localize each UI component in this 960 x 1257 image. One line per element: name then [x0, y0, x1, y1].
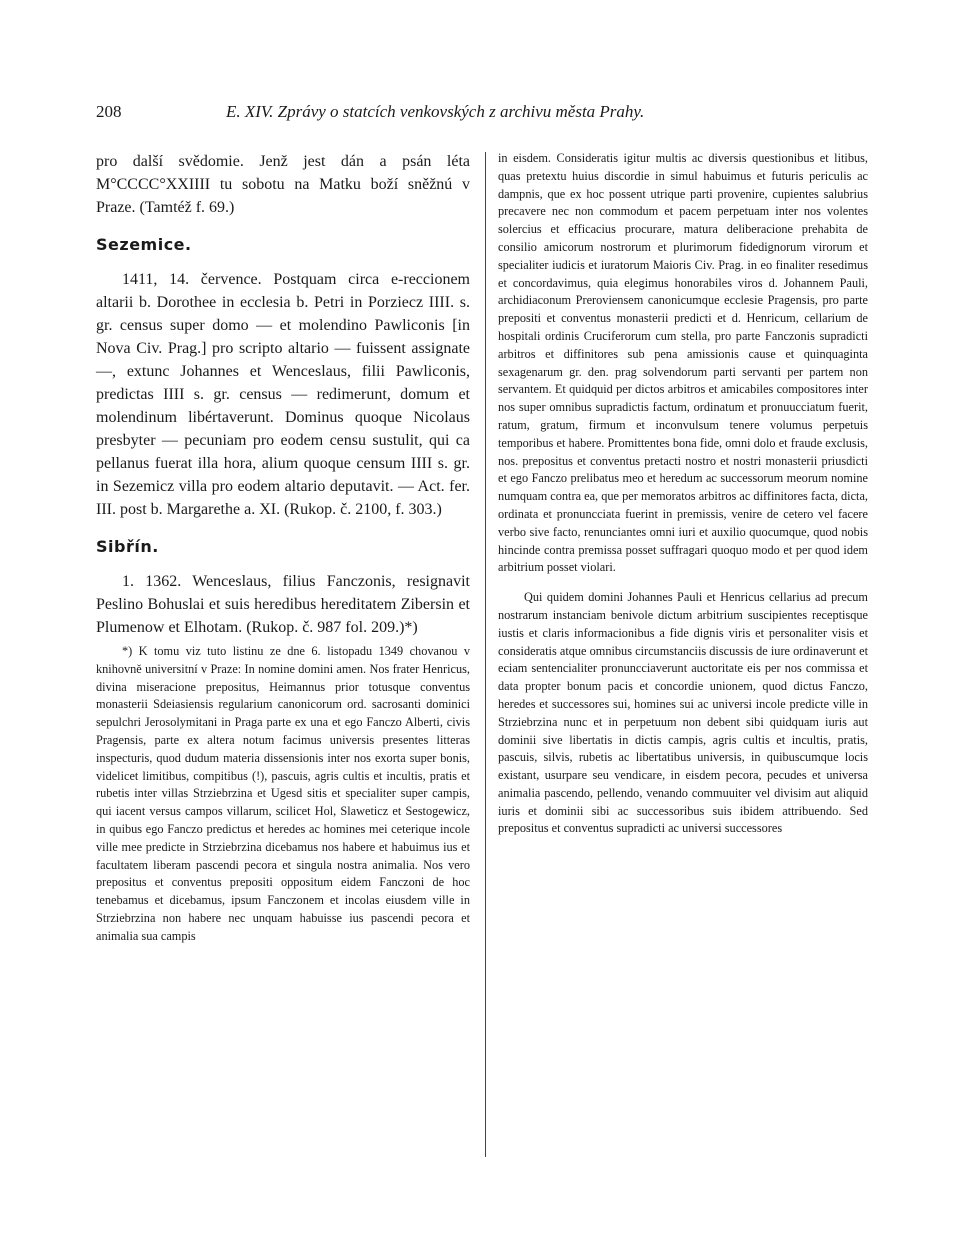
section-heading-sezemice: Sezemice.: [96, 235, 192, 254]
section-heading-sibrin: Sibřín.: [96, 537, 159, 556]
page-header: [96, 102, 866, 132]
paragraph-sibrin: 1. 1362. Wenceslaus, filius Fanczonis, resignavit Peslino Bohuslai et suis heredibus hereditatem Zibersin et Plumenow et Elhotam. (Rukop. č. 987 fol. 209.)*): [96, 573, 470, 636]
paragraph-arbitration: Qui quidem domini Johannes Pauli et Henricus cellarius ad precum nostrarum instanciam benivole dictum arbitrium suscipientes receptisque iustis et claris informacionibus a fide dignis viris et personaliter visis et consideratis atque omnibus circumstanciis discussis de iure ordinaverunt et eciam sentencialiter pronuncciaverunt auctoritate eis per nos commissa et data propter bonum pacis et concordie unionem, quod dictus Fanczo, heredes et successores sui, homines sui ac universi incole predicte ville in Strziebrzina nunc et in perpetuum non debent sibi quidquam iuris aut dominii sive libertatis in dictis campis, agris cultis et incultis, pratis, pascuis, silvis, rubetis ac libertatibus universis, in quibuscumque locis existant, usurpare seu vendicare, in eisdem pecora, pecudes et universa animalia pascendo, pellendo, venando commuuiter vel divisim aut aliquid iuris et dominii sibi ac successoribus suis ibidem attribuendo. Sed prepositus et conventus supradicti ac universi successores: [498, 590, 868, 836]
footnote: *) K tomu viz tuto listinu ze dne 6. listopadu 1349 chovanou v knihovně universitní v Praze: In nomine domini amen. Nos frater Henricus, divina miseracione prepositus, Heimannus prior totusque conventus monasterii Sdeiasiensis regularium canonicorum ord. sacrosanti dominici sepulchri Jerosolymitani in Praga parte ex una et ego Fanczo Alberti, civis Pragensis, parte ex altera notum facimus universis presentes litteras inspecturis, quod dudum materia dissensionis inter nos exorta super bonis, videlicet limitibus, compitibus (!), pascuis, agris cultis et incultis, pratis et rubetis inter villas Strziebrzina et Ugesd sitis et specialiter super campis, qui iacent versus campos villarum, scilicet Hol, Slaweticz et Sestogewicz, in quibus ego Fanczo predictus et heredes ac homines mei ceterique incole ville mee predicte in Strziebrzina dicebamus nos habere et habuimus ius et facultatem liberam pascendi pecora et singula nostra animalia. Nos vero prepositus et conventus prepositi oppositum eidem Fanczoni de hoc tenebamus et dicebamus, ipsum Fanczonem et incolas eiusdem ville in Strziebrzina non habere nec unquam habuisse ius pascendi pecora et animalia sua campis: [96, 644, 470, 943]
paragraph-intro: pro další svědomie. Jenž jest dán a psán léta M°CCCC°XXIIII tu sobotu na Matku boží sněžnú v Praze. (Tamtéž f. 69.): [96, 153, 470, 216]
paragraph-sezemice: 1411, 14. července. Postquam circa e-reccionem altarii b. Dorothee in ecclesia b. Petri in Porziecz IIII. s. gr. census super domo — et molendino Pawliconis [in Nova Civ. Prag.] pro scripto altario — fuissent assignate —, extunc Johannes et Wenceslaus, filii Pawliconis, predictas IIII s. gr. census — redimerunt, domum et molendinum libértaverunt. Dominus quoque Nicolaus presbyter — pecuniam pro eodem censu sustulit, qui ca pellanus fuerat illa hora, alium quoque censum IIII s. gr. in Sezemicz villa pro eodem altario deputavit. — Act. fer. III. post b. Margarethe a. XI. (Rukop. č. 2100, f. 303.): [96, 271, 470, 518]
paragraph-continuation: in eisdem. Consideratis igitur multis ac diversis questionibus et litibus, quas pretextu huius discordie in simul habuimus et futuris periculis ac dampnis, que ex hoc possent utrique parti provenire, cupientes salubrius precavere nec non commodum et pacem perpetuam inter nos volentes solercius et efficacius procurare, matura deliberacione prehabita de consilio amicorum nostrorum et plurimorum fidedignorum virorum et specialiter iudicis et iuratorum Maioris Civ. Prag. in eo finaliter resedimus et concordavimus, quia elegimus honorabiles viros d. Johannem Pauli, archidiaconum Preroviensem canonicumque ecclesie Pragensis, pro parte prepositi et conventus monasterii predicti et d. Henricum, cellarium de hospitali ordinis Cruciferorum cum stella, pro parte Fanczonis supradicti arbitros et diffinitores sub pena amissionis cause et quinquaginta sexagenarum gr. den. prag solvendorum parti servanti per partem non servantem. Et quidquid per dictos arbitros et amicabiles compositores inter nos super omnibus supradictis factum, ordinatum et pronuucciatum fuerit, ratum, gratum, firmum et inconvulsum tenere volumus perpetuis temporibus et habere. Promittentes bona fide, omni dolo et fraude exclusis, nos. prepositus et conventus pretacti nostro et nostri monasterii priusdicti et ego Fanczo prelibatus meo et heredum ac successorum meorum nomine numquam contra ea, que per memoratos arbitros ac diffinitores facta, dicta, ordinata et pronuncciata fuerint in premissis, venire de cetero vel facere verbo sive facto, renunciantes omni iuri et auxilio quocumque, quod nobis hincinde contra premissa posset suffragari quoquo modo et per quod idem arbitrium posset violari.: [498, 151, 868, 575]
left-column: [96, 150, 470, 946]
column-divider: [485, 152, 486, 1157]
right-column: [498, 150, 868, 838]
running-title: E. XIV. Zprávy o statcích venkovských z archivu města Prahy.: [226, 102, 645, 121]
page-number: 208: [96, 102, 122, 121]
